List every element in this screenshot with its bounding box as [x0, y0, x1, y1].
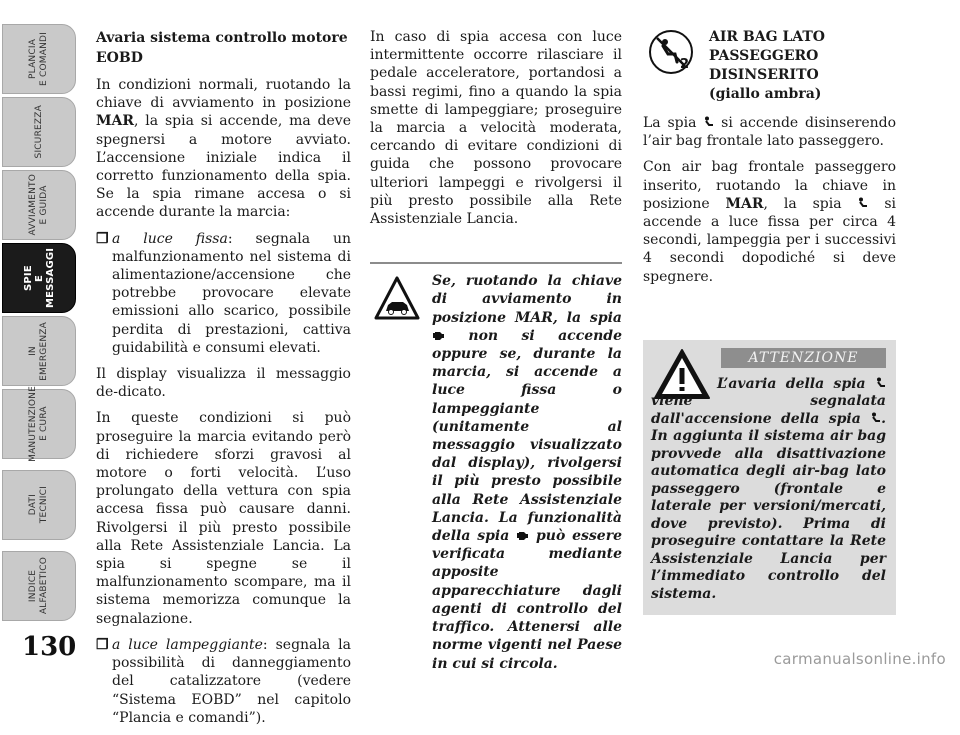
bullet-label: a luce lampeggiante — [112, 636, 263, 653]
section-title: Avaria sistema controllo motore EOBD — [96, 30, 348, 66]
airbag-header — [643, 28, 896, 104]
tab-label: AVVIAMENTO E GUIDA — [28, 174, 49, 236]
paragraph — [643, 114, 896, 150]
list-item — [96, 230, 351, 357]
tab-label: SICUREZZA — [33, 105, 44, 159]
airbag-symbol-icon — [875, 377, 886, 389]
tab-avviamento-e-guida[interactable] — [2, 170, 76, 240]
text: La spia — [643, 115, 704, 131]
column-eobd — [96, 28, 351, 735]
attention-text — [651, 376, 886, 604]
text: . In aggiunta il sistema air bag provvede alla disattivazione automatica degli air-bag lato passeggero (frontale e laterale per versioni/mercati, dove previsto). Prima di proseguire contattare la Rete Assistenziale Lancia per l’immediato controllo del sistema. — [651, 410, 886, 602]
text: , la spia — [763, 195, 858, 212]
text: si accende disinserendo l’air bag frontale lato passeggero. — [643, 115, 897, 150]
tab-manutenzione-e-cura[interactable] — [2, 386, 76, 462]
attention-label: ATTENZIONE — [721, 348, 886, 368]
text: : segnala un malfunzionamento nel sistema di alimentazione/accensione che potrebbe provocare elevate emissioni allo scarico, possibile perdita di prestazioni, cattiva guidabilità e consumi elevati. — [112, 230, 351, 356]
title-line: DISINSERITO — [709, 67, 819, 83]
tab-spie-e-messaggi[interactable] — [2, 243, 76, 313]
tab-label: INDICE ALFABETICO — [28, 557, 49, 615]
airbag-title — [709, 28, 825, 104]
column-airbag — [643, 28, 896, 615]
checkbox-bullet-icon: ❒ — [96, 636, 109, 653]
watermark: carmanualsonline.info — [773, 650, 946, 668]
title-line: PASSEGGERO — [709, 48, 819, 64]
paragraph: Il display visualizza il messaggio de-dicato. — [96, 366, 351, 401]
column-continued — [370, 28, 622, 673]
text: L’avaria della spia — [717, 375, 875, 392]
bullet-label: a luce fissa — [112, 230, 228, 247]
text: si accende a luce fissa per circa 4 secondi, lampeggia per i successivi 4 secondi dopodiché si deve spegnere. — [643, 195, 896, 285]
checkbox-bullet-icon: ❒ — [96, 230, 109, 247]
paragraph — [643, 158, 896, 285]
tab-dati-tecnici[interactable] — [2, 470, 76, 540]
text: In condizioni normali, ruotando la chiave di avviamento in posizione — [96, 77, 351, 112]
tab-in-emergenza[interactable] — [2, 316, 76, 386]
tab-label: SPIE E MESSAGGI — [22, 247, 56, 309]
tab-label: DATI TECNICI — [28, 486, 49, 524]
car-warning-icon — [374, 276, 420, 322]
engine-check-icon — [432, 330, 445, 341]
paragraph: In caso di spia accesa con luce intermittente occorre rilasciare il pedale acceleratore, portandosi a bassi regimi, fino a quando la spia smette di lampeggiare; proseguire la marcia a velocità moderata, cercando di evitare condizioni di guida che possono provocare ulteriori lampeggi e rivolgersi il più presto possibile alla Rete Assistenziale Lancia. — [370, 29, 622, 228]
paragraph — [96, 76, 351, 222]
title-line: (giallo ambra) — [709, 86, 822, 102]
paragraph: In queste condizioni si può proseguire la marcia evitando però di richiedere sforzi gravosi al motore o forti velocità. L’uso prolungato della vettura con spia accesa fissa può causare danni. Rivolgersi il più presto possibile alla Rete Assistenziale Lancia. La spia si spegne se il malfunzionamento scompare, ma il sistema memorizza comunque la segnalazione. — [96, 410, 351, 627]
text: può essere verificata mediante apposite apparecchiature dagli agenti di controllo del traffico. Attenersi alle norme vigenti nel Paese in cui si circola. — [432, 528, 623, 672]
tab-indice-alfabetico[interactable] — [2, 551, 76, 621]
text: , la spia si accende, ma deve spegnersi a motore avviato. L’accensione iniziale indica il corretto funzionamento della spia. Se la spia rimane accesa o si accende durante la marcia: — [96, 113, 351, 221]
airbag-symbol-icon — [703, 116, 714, 128]
divider — [370, 262, 622, 264]
chapter-sidebar — [0, 0, 80, 677]
text: : segnala la possibilità di danneggiamento del catalizzatore (vedere “Sistema EOBD” nel capitolo “Plancia e comandi”). — [112, 636, 352, 726]
tab-label: IN EMERGENZA — [28, 321, 49, 381]
tab-label: PLANCIA E COMANDI — [28, 32, 49, 86]
key-position-mar: MAR — [725, 195, 764, 212]
page-number: 130 — [22, 632, 77, 662]
tab-label: MANUTENZIONE E CURA — [28, 386, 49, 462]
airbag-warning-symbol-icon — [870, 412, 881, 424]
attention-box — [643, 340, 896, 616]
airbag-off-icon — [647, 28, 695, 76]
tab-sicurezza[interactable] — [2, 97, 76, 167]
list-item — [96, 636, 351, 727]
svg-text:2: 2 — [680, 57, 690, 72]
key-position-mar: MAR — [96, 113, 134, 130]
engine-check-icon — [516, 530, 529, 541]
airbag-symbol-icon — [857, 197, 868, 209]
car-warning-note — [370, 272, 622, 672]
title-line: AIR BAG LATO — [709, 29, 825, 45]
text: non si accende oppure se, durante la marcia, si accende a luce fissa o lampeggiante (unitamente al messaggio visualizzato dal display), rivolgersi il più presto possibile alla Rete Assistenziale Lancia. La funzionalità della spia — [432, 327, 622, 545]
tab-plancia-e-comandi[interactable] — [2, 24, 76, 94]
text: Con air bag frontale passeggero inserito, ruotando la chiave in posizione — [643, 159, 896, 212]
text: viene segnalata dall'accensione della spia — [651, 393, 886, 427]
text: Se, ruotando la chiave di avviamento in posizione MAR, la spia — [432, 273, 622, 326]
